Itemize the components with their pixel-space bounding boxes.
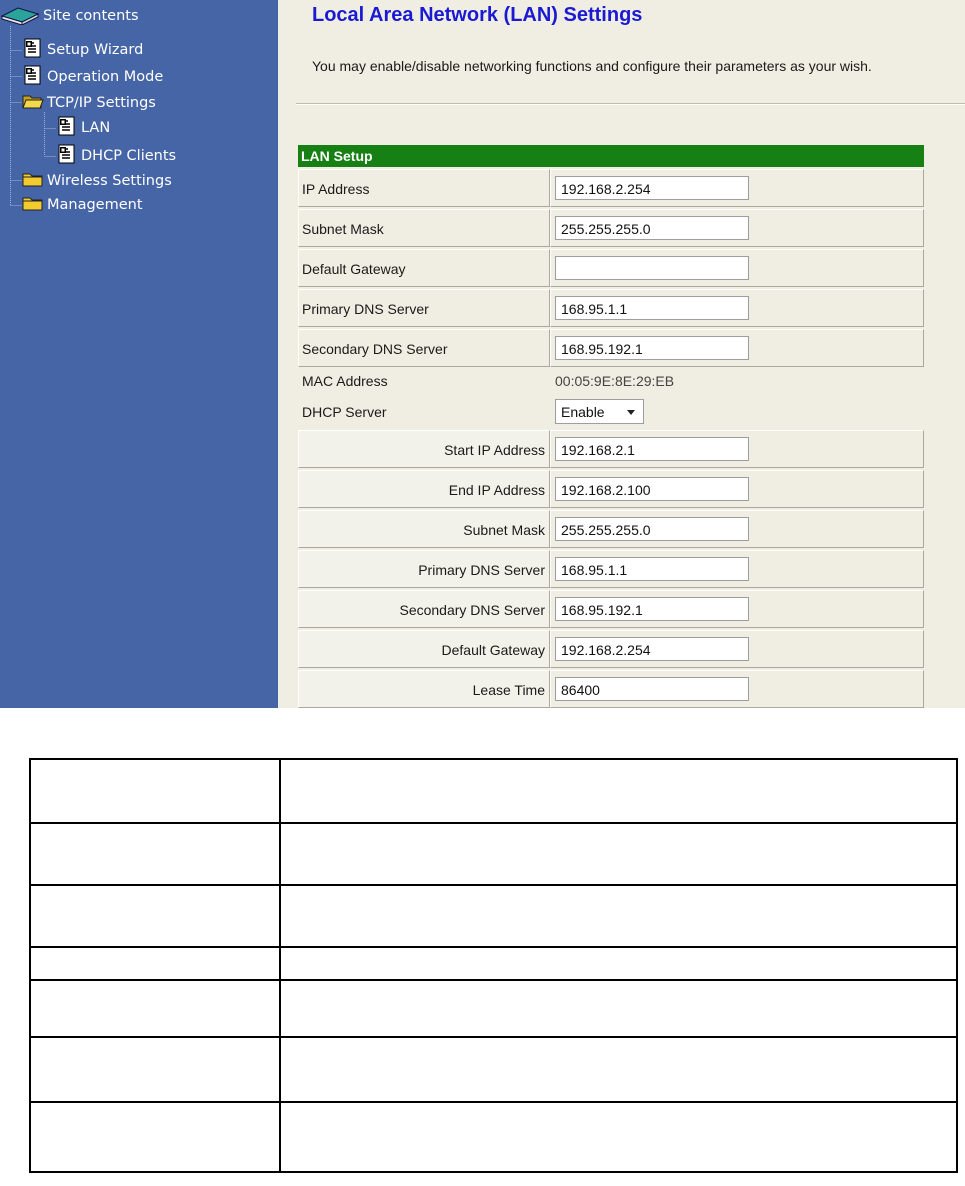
primary-dns-row: [298, 289, 924, 329]
table-row: [30, 980, 957, 1037]
sidebar-tree: [0, 0, 278, 708]
row-label-cell: [298, 550, 550, 588]
page-description: You may enable/disable networking functions and configure their parameters as your wish.: [312, 58, 872, 74]
dhcp-subnet-mask-label: Subnet Mask: [463, 522, 545, 538]
primary-dns-input[interactable]: 168.95.1.1: [555, 296, 749, 320]
dhcp-secondary-dns-label: Secondary DNS Server: [399, 602, 545, 618]
dhcp-server-label: DHCP Server: [302, 404, 387, 420]
secondary-dns-label: Secondary DNS Server: [302, 341, 448, 357]
document-icon: [22, 65, 44, 89]
dhcp-end-ip-row: [298, 470, 924, 510]
table-cell: [30, 1037, 280, 1102]
sidebar-item-label: TCP/IP Settings: [47, 95, 156, 111]
document-icon: [56, 116, 78, 140]
row-label-cell: [298, 289, 550, 327]
start-ip-input[interactable]: 192.168.2.1: [555, 437, 749, 461]
row-label-cell: [298, 169, 550, 207]
dhcp-subnet-mask-input[interactable]: 255.255.255.0: [555, 517, 749, 541]
secondary-dns-row: [298, 329, 924, 369]
lan-setup-header: LAN Setup: [298, 145, 924, 167]
page-title: Local Area Network (LAN) Settings: [312, 4, 643, 26]
dhcp-primary-dns-row: [298, 550, 924, 590]
row-value-cell: [550, 430, 924, 468]
chevron-down-icon: [627, 410, 635, 415]
sidebar-item-operation-mode[interactable]: [22, 67, 163, 87]
table-row: [30, 947, 957, 980]
subnet-mask-input[interactable]: 255.255.255.0: [555, 216, 749, 240]
default-gateway-row: [298, 249, 924, 289]
dhcp-server-select[interactable]: [555, 399, 644, 424]
document-icon: [56, 144, 78, 168]
end-ip-label: End IP Address: [448, 482, 545, 498]
table-row: [30, 1102, 957, 1172]
row-value-cell: [550, 630, 924, 668]
table-row: [30, 885, 957, 947]
table-cell: [280, 947, 957, 980]
main-content: [278, 0, 965, 708]
table-row: [30, 823, 957, 885]
row-label-cell: [298, 470, 550, 508]
lease-time-label: Lease Time: [472, 682, 545, 698]
row-value-cell: [550, 367, 924, 393]
row-value-cell: [550, 670, 924, 708]
sidebar-item-wireless-settings[interactable]: [22, 171, 172, 191]
table-cell: [280, 823, 957, 885]
table-cell: [280, 1102, 957, 1172]
row-label-cell: [298, 209, 550, 247]
row-label-cell: [298, 249, 550, 287]
dhcp-default-gateway-input[interactable]: 192.168.2.254: [555, 637, 749, 661]
table-cell: [30, 759, 280, 823]
sidebar-item-label: DHCP Clients: [81, 148, 177, 164]
table-cell: [280, 885, 957, 947]
row-label-cell: [298, 590, 550, 628]
row-value-cell: [550, 590, 924, 628]
row-value-cell: [550, 209, 924, 247]
table-cell: [30, 947, 280, 980]
subnet-mask-row: [298, 209, 924, 249]
row-value-cell: [550, 329, 924, 367]
description-table: [29, 758, 958, 1173]
sidebar-item-label: Wireless Settings: [47, 173, 172, 189]
document-icon: [22, 38, 44, 62]
sidebar-root-label: Site contents: [43, 8, 139, 24]
dhcp-primary-dns-input[interactable]: 168.95.1.1: [555, 557, 749, 581]
row-label-cell: [298, 396, 550, 428]
ip-address-input[interactable]: 192.168.2.254: [555, 176, 749, 200]
mac-address-label: MAC Address: [302, 373, 388, 389]
dhcp-start-ip-row: [298, 430, 924, 470]
dhcp-primary-dns-label: Primary DNS Server: [418, 562, 545, 578]
row-label-cell: [298, 367, 550, 393]
mac-address-value: 00:05:9E:8E:29:EB: [555, 373, 675, 389]
sidebar-item-setup-wizard[interactable]: [22, 40, 143, 60]
row-value-cell: [550, 550, 924, 588]
dhcp-default-gateway-label: Default Gateway: [441, 642, 545, 658]
table-cell: [30, 823, 280, 885]
row-label-cell: [298, 430, 550, 468]
subnet-mask-label: Subnet Mask: [302, 221, 384, 237]
sidebar-item-lan[interactable]: [56, 118, 110, 138]
table-cell: [280, 980, 957, 1037]
default-gateway-input[interactable]: [555, 256, 749, 280]
row-value-cell: [550, 249, 924, 287]
sidebar-item-dhcp-clients[interactable]: [56, 146, 176, 166]
row-value-cell: [550, 470, 924, 508]
row-label-cell: [298, 510, 550, 548]
sidebar-item-management[interactable]: [22, 195, 143, 215]
start-ip-label: Start IP Address: [444, 442, 545, 458]
table-cell: [30, 1102, 280, 1172]
sidebar-item-label: LAN: [81, 120, 111, 136]
ip-address-row: [298, 169, 924, 209]
row-label-cell: [298, 670, 550, 708]
table-cell: [30, 885, 280, 947]
table-cell: [280, 1037, 957, 1102]
open-folder-icon: [22, 92, 44, 114]
divider: [296, 103, 965, 105]
sidebar-item-tcpip-settings[interactable]: [22, 93, 156, 113]
ip-address-label: IP Address: [302, 181, 370, 197]
dhcp-secondary-dns-input[interactable]: 168.95.192.1: [555, 597, 749, 621]
dhcp-subnet-mask-row: [298, 510, 924, 550]
sidebar-item-label: Operation Mode: [47, 69, 164, 85]
table-row: [30, 1037, 957, 1102]
sidebar-root-site-contents[interactable]: [0, 6, 139, 26]
row-label-cell: [298, 630, 550, 668]
dhcp-secondary-dns-row: [298, 590, 924, 630]
dhcp-default-gateway-row: [298, 630, 924, 670]
default-gateway-label: Default Gateway: [302, 261, 406, 277]
end-ip-input[interactable]: 192.168.2.100: [555, 477, 749, 501]
secondary-dns-input[interactable]: 168.95.192.1: [555, 336, 749, 360]
primary-dns-label: Primary DNS Server: [302, 301, 429, 317]
row-value-cell: [550, 169, 924, 207]
row-value-cell: [550, 289, 924, 327]
dhcp-server-selected-value: Enable: [561, 404, 605, 420]
table-cell: [280, 759, 957, 823]
folder-icon: [22, 194, 44, 216]
row-label-cell: [298, 329, 550, 367]
dhcp-lease-time-row: [298, 670, 924, 708]
table-cell: [30, 980, 280, 1037]
row-value-cell: [550, 396, 924, 428]
dhcp-server-row: [298, 396, 924, 428]
book-icon: [0, 3, 40, 29]
sidebar-item-label: Management: [47, 197, 143, 213]
mac-address-row: [298, 367, 924, 393]
row-value-cell: [550, 510, 924, 548]
lease-time-input[interactable]: 86400: [555, 677, 749, 701]
folder-icon: [22, 170, 44, 192]
sidebar-item-label: Setup Wizard: [47, 42, 144, 58]
table-row: [30, 759, 957, 823]
